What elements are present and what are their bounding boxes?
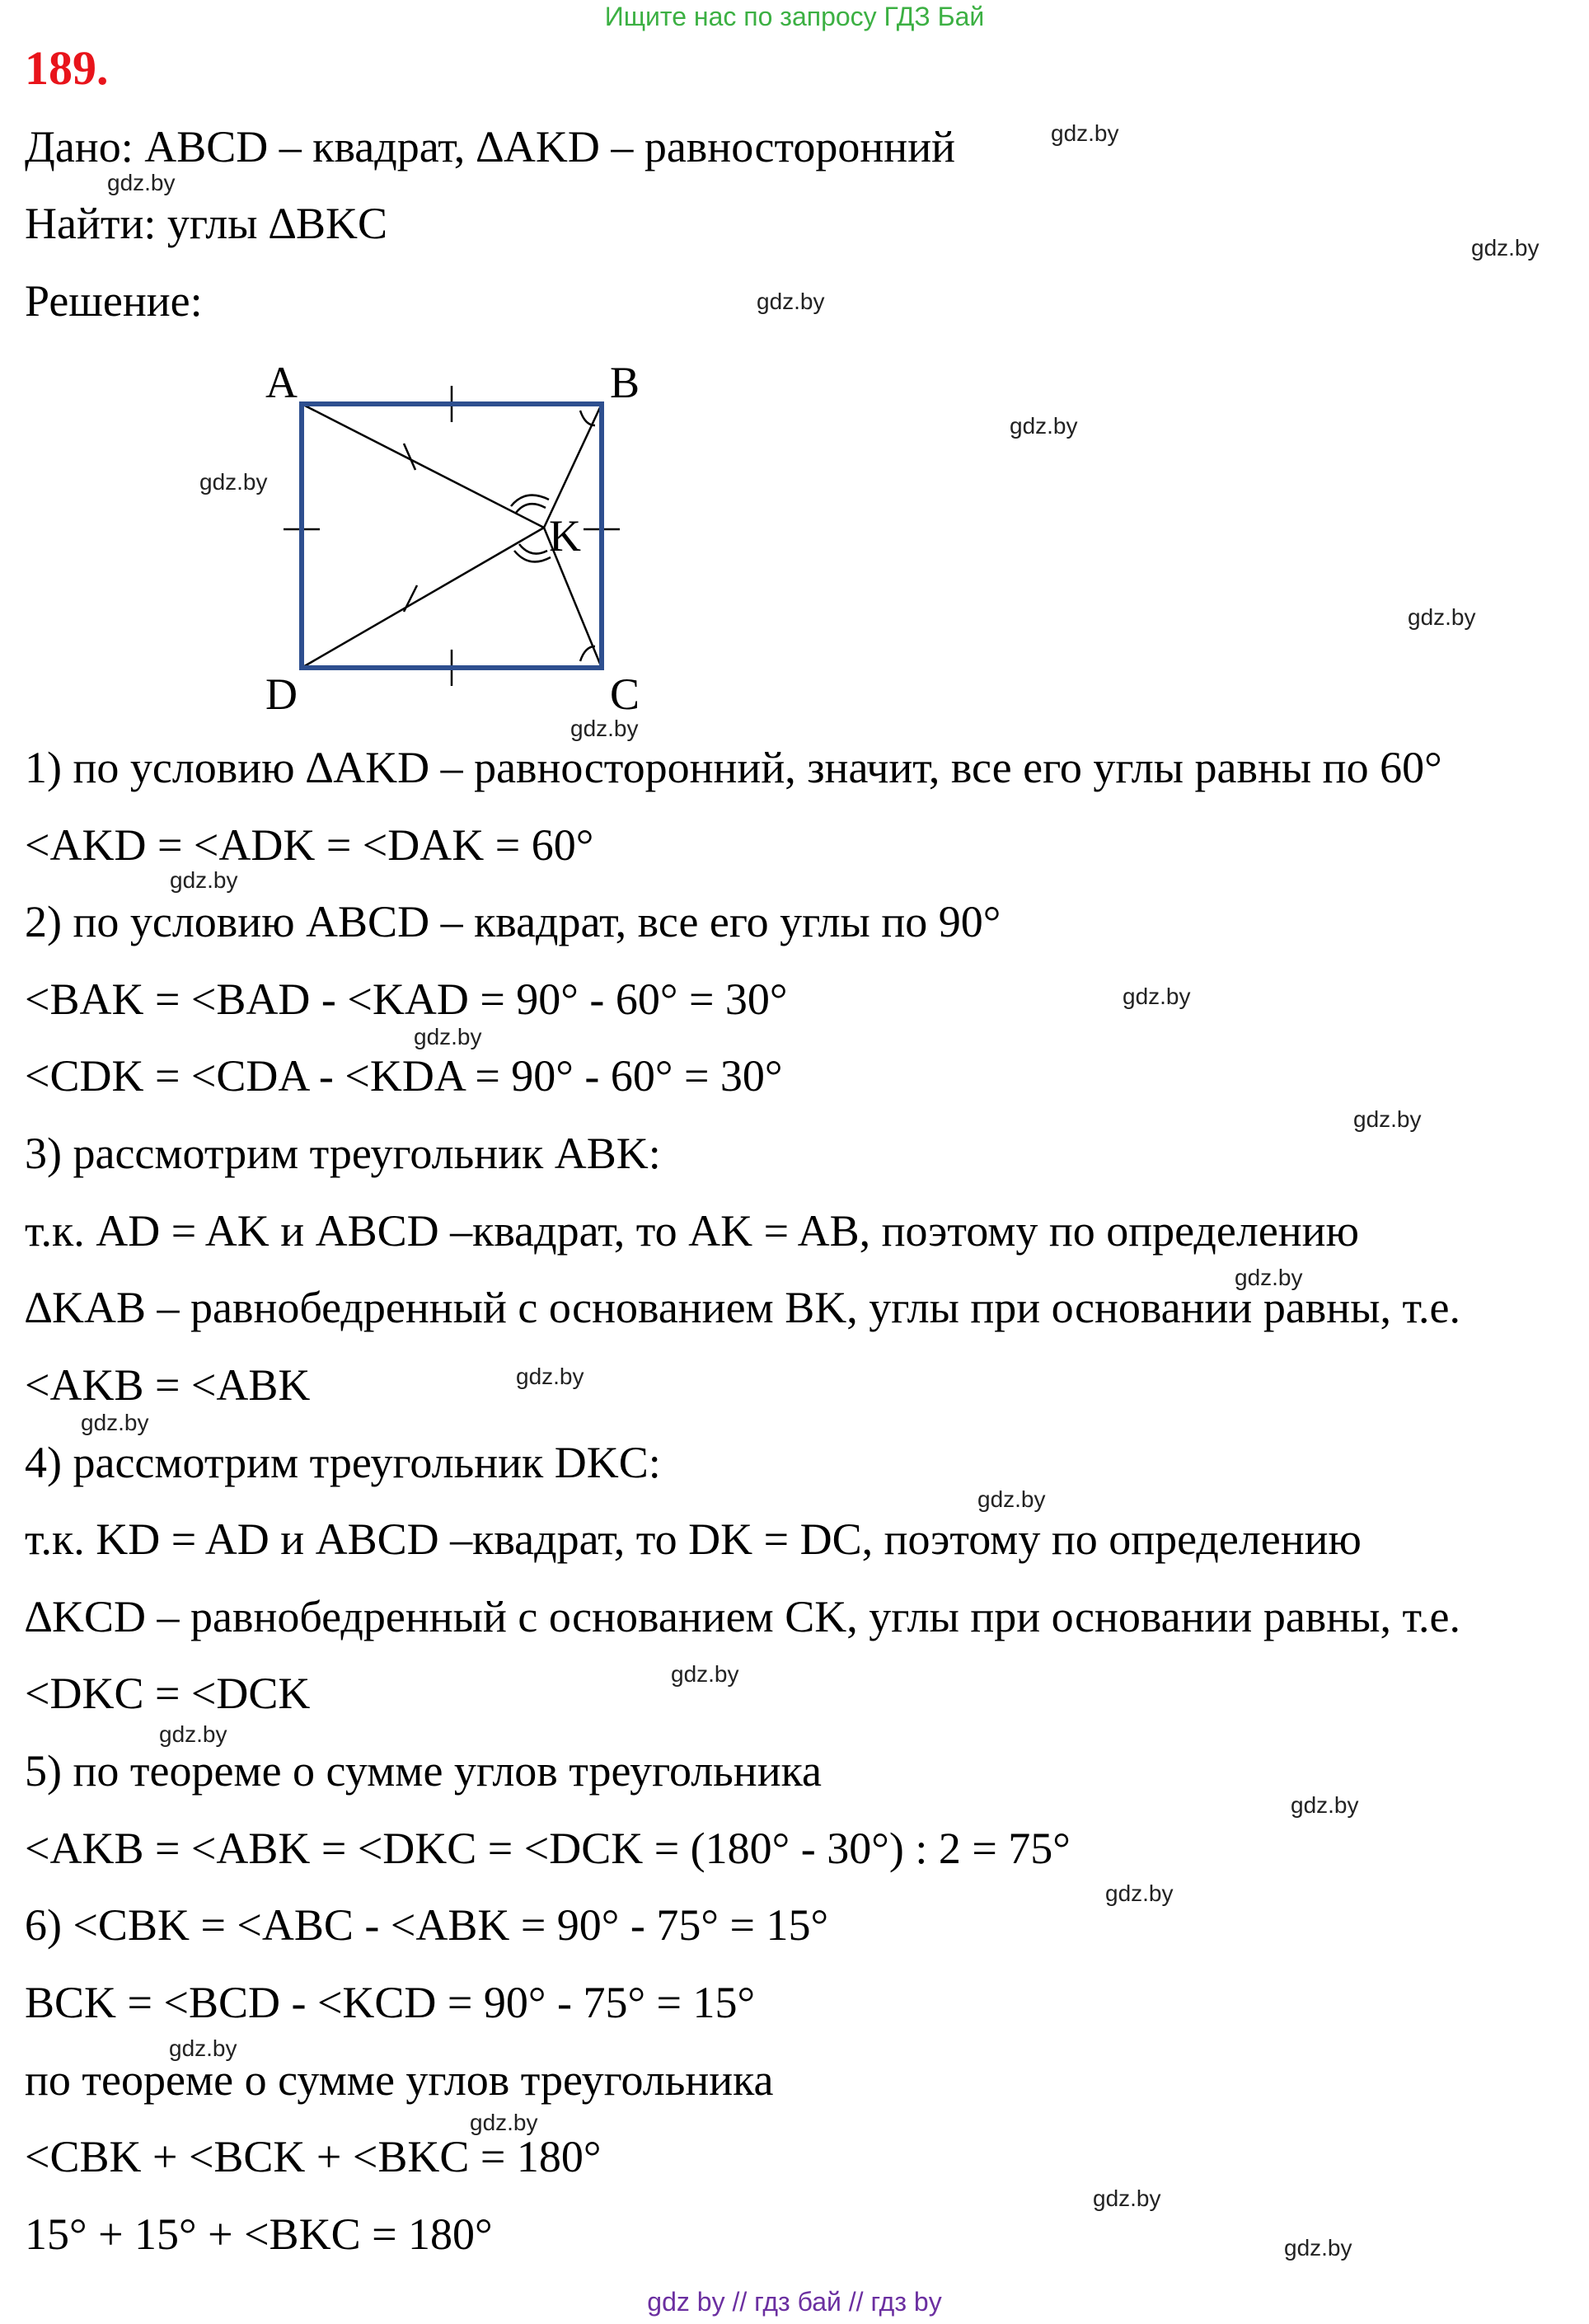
solution-line-6: 3) рассмотрим треугольник ABK: [25,1129,661,1178]
top-banner: Ищите нас по запросу ГДЗ Бай [604,2,985,31]
solution-line-3: 2) по условию ABCD – квадрат, все его углы по 90° [25,897,1001,946]
square-diagram [247,346,676,725]
solution-line-17: BCK = <BCD - <KCD = 90° - 75° = 15° [25,1978,756,2027]
watermark: gdz.by [169,2035,237,2061]
segment-ak [302,404,544,528]
solution-line-8: ∆KAB – равнобедренный с основанием BK, углы при основании равны, т.е. [25,1283,1460,1332]
solution-line-10: 4) рассмотрим треугольник DKC: [25,1438,661,1487]
watermark: gdz.by [757,289,825,314]
watermark: gdz.by [470,2110,538,2135]
watermark: gdz.by [570,716,639,741]
watermark: gdz.by [199,469,268,495]
solution-line-7: т.к. AD = AK и ABCD –квадрат, то AK = AB, поэтому по определению [25,1206,1359,1256]
angle-arc-dkc [519,544,547,554]
watermark: gdz.by [977,1486,1046,1512]
footer: gdz by // гдз бай // гдз by [647,2287,942,2317]
solution-line-2: <AKD = <ADK = <DAK = 60° [25,820,594,870]
solution-line-20: 15° + 15° + <BKC = 180° [25,2209,493,2259]
watermark: gdz.by [159,1721,227,1747]
solution-line-12: ∆KCD – равнобедренный с основанием CK, углы при основании равны, т.е. [25,1592,1460,1641]
watermark: gdz.by [1471,235,1540,261]
watermark: gdz.by [1408,604,1476,630]
watermark: gdz.by [81,1410,149,1435]
watermark: gdz.by [1123,984,1191,1009]
solution-line-5: <CDK = <CDA - <KDA = 90° - 60° = 30° [25,1051,783,1101]
label-b: B [610,358,640,407]
solution-line-19: <CBK + <BCK + <BKC = 180° [25,2132,602,2181]
watermark: gdz.by [1235,1265,1303,1290]
label-d: D [265,669,298,719]
solution-line-4: <BAK = <BAD - <KAD = 90° - 60° = 30° [25,974,788,1024]
solution-line-15: <AKB = <ABK = <DKC = <DCK = (180° - 30°) : 2 = 75° [25,1824,1071,1873]
watermark: gdz.by [1291,1792,1359,1818]
solution-label: Решение: [25,276,203,326]
segment-bk [544,404,602,528]
watermark: gdz.by [1284,2235,1352,2261]
watermark: gdz.by [414,1024,482,1049]
label-c: C [610,669,640,719]
solution-line-13: <DKC = <DCK [25,1669,311,1718]
given-line: Дано: ABCD – квадрат, ∆AKD – равносторонний [25,122,955,171]
watermark: gdz.by [1093,2185,1161,2211]
watermark: gdz.by [1051,120,1119,146]
watermark: gdz.by [671,1661,739,1687]
watermark: gdz.by [1353,1106,1422,1132]
watermark: gdz.by [107,170,176,195]
watermark: gdz.by [1010,413,1078,439]
watermark: gdz.by [170,867,238,893]
solution-line-9: <AKB = <ABK [25,1360,311,1410]
watermark: gdz.by [1105,1880,1174,1906]
label-k: K [549,511,581,561]
task-number: 189. [25,41,109,95]
solution-line-18: по теореме о сумме углов треугольника [25,2055,774,2105]
tick-dk [404,585,417,612]
segment-dk [302,528,544,668]
label-a: A [265,358,298,407]
watermark: gdz.by [516,1364,584,1389]
solution-line-11: т.к. KD = AD и ABCD –квадрат, то DK = DC, поэтому по определению [25,1514,1362,1564]
solution-line-1: 1) по условию ∆AKD – равносторонний, значит, все его углы равны по 60° [25,743,1442,792]
find-line: Найти: углы ∆BKC [25,199,388,248]
solution-line-16: 6) <CBK = <ABC - <ABK = 90° - 75° = 15° [25,1900,829,1950]
angle-arc-akb [516,504,546,513]
solution-line-14: 5) по теореме о сумме углов треугольника [25,1746,822,1796]
